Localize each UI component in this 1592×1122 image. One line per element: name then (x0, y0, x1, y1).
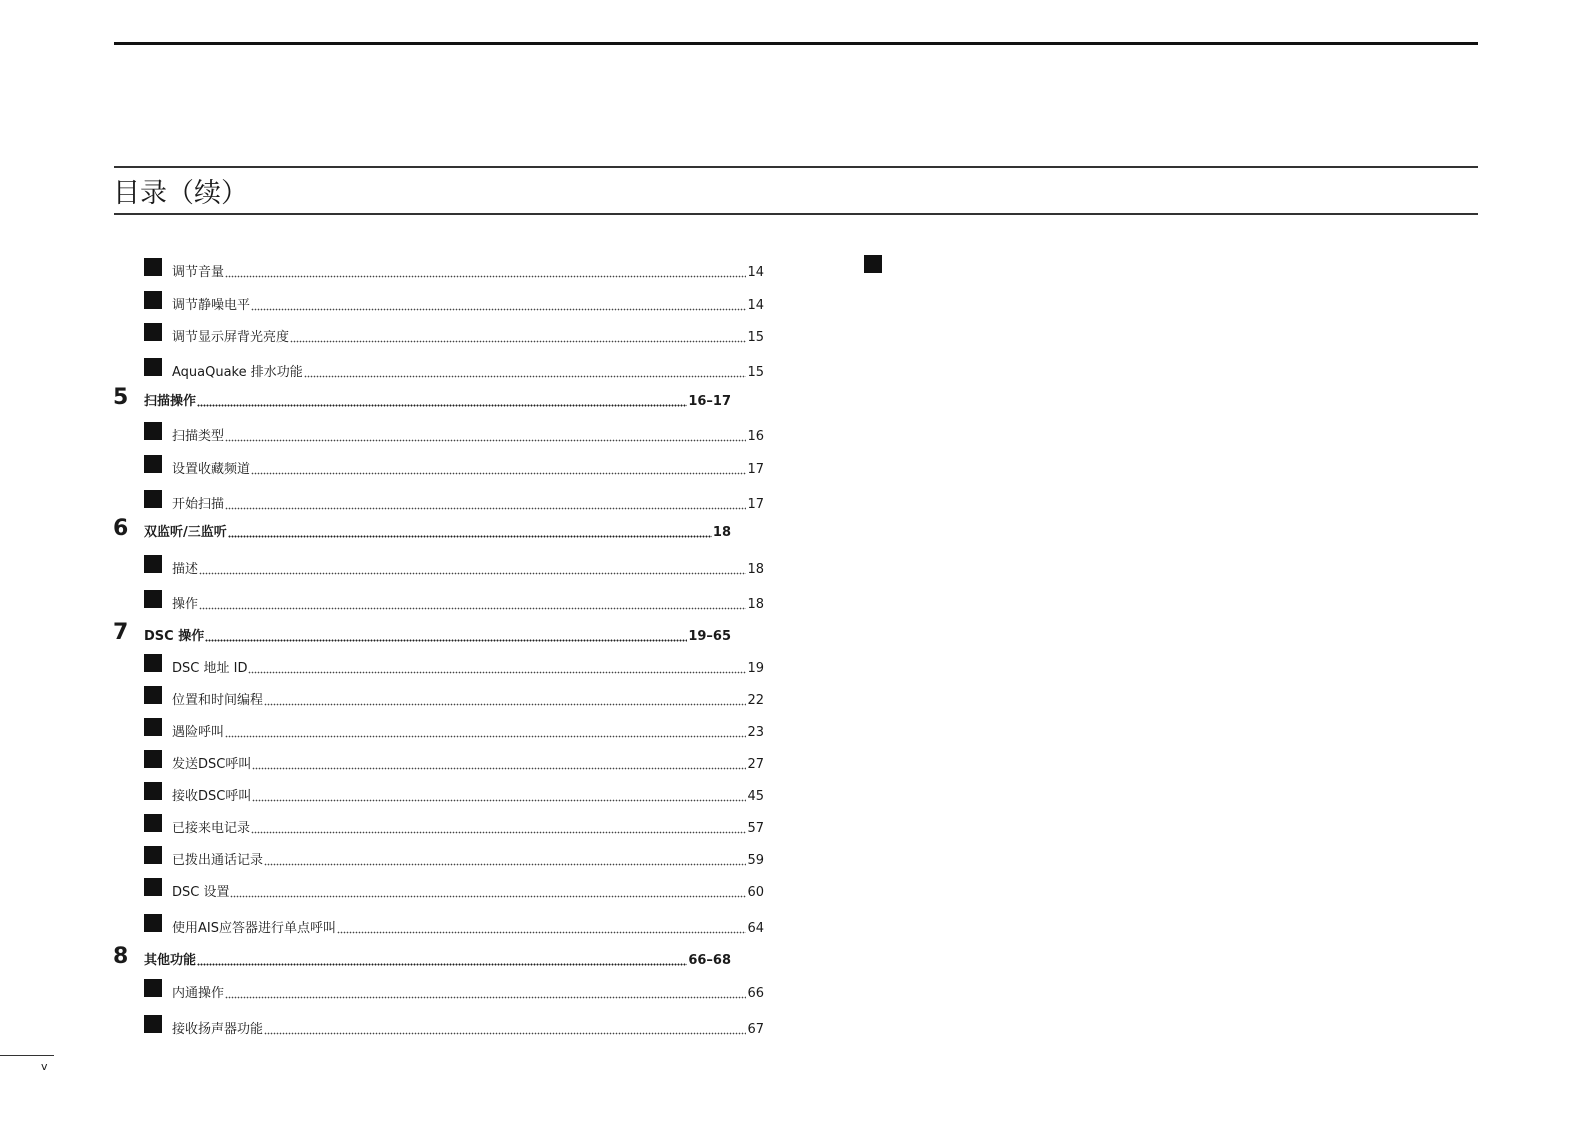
footer-rule (0, 1055, 54, 1056)
toc-item-page: 17 (747, 497, 764, 512)
toc-item-label: 开始扫描 (172, 497, 225, 512)
toc-item-page: 19 (747, 661, 764, 676)
toc-item-label: 设置收藏频道 (172, 462, 251, 477)
section-title: 双监听/三监听 (144, 525, 227, 540)
square-bullet-icon (144, 686, 162, 704)
dot-leader (251, 308, 746, 311)
square-bullet-icon (144, 455, 162, 473)
square-bullet-icon (144, 555, 162, 573)
toc-item-page: 18 (747, 597, 764, 612)
toc-item[interactable] (144, 258, 764, 280)
toc-item[interactable] (144, 291, 764, 313)
toc-item-page: 67 (747, 1022, 764, 1037)
toc-item-label: 使用AIS应答器进行单点呼叫 (172, 921, 336, 936)
toc-item-label: 位置和时间编程 (172, 693, 264, 708)
toc-item[interactable] (144, 654, 764, 676)
dot-leader (225, 439, 746, 442)
square-bullet-icon (144, 323, 162, 341)
toc-item-page: 16 (747, 429, 764, 444)
section-page-range: 18 (712, 525, 731, 540)
toc-item-page: 60 (747, 885, 764, 900)
toc-item[interactable] (144, 490, 764, 512)
toc-item[interactable] (144, 358, 764, 380)
section-title: DSC 操作 (144, 629, 205, 644)
toc-item-page: 15 (747, 330, 764, 345)
toc-item-page: 27 (747, 757, 764, 772)
dot-leader (290, 340, 746, 343)
square-bullet-icon (144, 979, 162, 997)
square-bullet-icon (144, 814, 162, 832)
toc-item[interactable] (144, 979, 764, 1001)
toc-item-page: 57 (747, 821, 764, 836)
square-bullet-icon (144, 291, 162, 309)
square-bullet-icon (144, 654, 162, 672)
toc-item-label: DSC 地址 ID (172, 661, 248, 676)
toc-item[interactable] (144, 846, 764, 868)
toc-item-label: 遇险呼叫 (172, 725, 225, 740)
dot-leader (264, 1032, 746, 1035)
square-bullet-icon (144, 878, 162, 896)
toc-item[interactable] (144, 323, 764, 345)
toc-item[interactable] (144, 750, 764, 772)
section-number: 7 (113, 620, 129, 645)
footer-page-number: v (41, 1060, 48, 1073)
toc-item[interactable] (144, 1015, 764, 1037)
toc-item[interactable] (144, 590, 764, 612)
section-title: 扫描操作 (144, 394, 197, 409)
toc-item-page: 23 (747, 725, 764, 740)
toc-item-page: 15 (747, 365, 764, 380)
section-number: 6 (113, 516, 129, 541)
toc-item-page: 45 (747, 789, 764, 804)
toc-item[interactable] (144, 878, 764, 900)
toc-item-page: 17 (747, 462, 764, 477)
square-bullet-icon (144, 358, 162, 376)
toc-item-label: 已拨出通话记录 (172, 853, 264, 868)
section-page-range: 19–65 (688, 629, 731, 644)
dot-leader (197, 404, 687, 407)
toc-item[interactable] (144, 782, 764, 804)
dot-leader (248, 671, 746, 674)
square-bullet-icon (144, 718, 162, 736)
toc-item-page: 18 (747, 562, 764, 577)
dot-leader (225, 507, 746, 510)
toc-item[interactable] (144, 718, 764, 740)
square-bullet-icon (144, 422, 162, 440)
toc-item-label: AquaQuake 排水功能 (172, 365, 303, 380)
square-bullet-icon (144, 750, 162, 768)
toc-item[interactable] (144, 814, 764, 836)
square-bullet-icon (144, 490, 162, 508)
toc-section[interactable] (113, 618, 731, 644)
square-bullet-icon (144, 590, 162, 608)
dot-leader (225, 275, 746, 278)
dot-leader (252, 799, 746, 802)
toc-item[interactable] (144, 555, 764, 577)
toc-section[interactable] (113, 942, 731, 968)
page-title: 目录（续） (113, 178, 248, 209)
toc-item[interactable] (144, 686, 764, 708)
toc-section[interactable] (113, 383, 731, 409)
toc-item-label: 描述 (172, 562, 199, 577)
section-number: 5 (113, 385, 129, 410)
section-page-range: 16–17 (688, 394, 731, 409)
dot-leader (304, 375, 747, 378)
toc-item-label: 操作 (172, 597, 199, 612)
toc-item[interactable] (144, 914, 764, 936)
dot-leader (337, 931, 746, 934)
dot-leader (230, 895, 746, 898)
dot-leader (251, 472, 746, 475)
dot-leader (225, 996, 746, 999)
toc-item-page: 22 (747, 693, 764, 708)
section-title: 其他功能 (144, 953, 197, 968)
section-number: 8 (113, 944, 129, 969)
dot-leader (225, 735, 746, 738)
toc-item-page: 66 (747, 986, 764, 1001)
square-bullet-icon (144, 782, 162, 800)
dot-leader (199, 572, 746, 575)
toc-item[interactable] (144, 455, 764, 477)
toc-item[interactable] (144, 422, 764, 444)
dot-leader (197, 963, 687, 966)
toc-item-label: DSC 设置 (172, 885, 230, 900)
dot-leader (228, 535, 712, 538)
square-bullet-icon (144, 846, 162, 864)
dot-leader (264, 863, 746, 866)
toc-item-label: 调节音量 (172, 265, 225, 280)
section-page-range: 66–68 (688, 953, 731, 968)
toc-item-label: 接收DSC呼叫 (172, 789, 252, 804)
toc-item-label: 调节显示屏背光亮度 (172, 330, 290, 345)
toc-item-label: 发送DSC呼叫 (172, 757, 252, 772)
toc-section[interactable] (113, 514, 731, 540)
square-bullet-icon (144, 1015, 162, 1033)
toc-item-page: 14 (747, 265, 764, 280)
square-bullet-icon (864, 255, 882, 273)
square-bullet-icon (144, 914, 162, 932)
toc-item-label: 内通操作 (172, 986, 225, 1001)
dot-leader (199, 607, 746, 610)
dot-leader (251, 831, 746, 834)
toc-item-label: 调节静噪电平 (172, 298, 251, 313)
dot-leader (252, 767, 746, 770)
toc-item-label: 已接来电记录 (172, 821, 251, 836)
dot-leader (264, 703, 746, 706)
toc-item-label: 接收扬声器功能 (172, 1022, 264, 1037)
toc-item-page: 64 (747, 921, 764, 936)
toc-item-page: 59 (747, 853, 764, 868)
toc-item-page: 14 (747, 298, 764, 313)
square-bullet-icon (144, 258, 162, 276)
toc-item-label: 扫描类型 (172, 429, 225, 444)
dot-leader (205, 639, 687, 642)
